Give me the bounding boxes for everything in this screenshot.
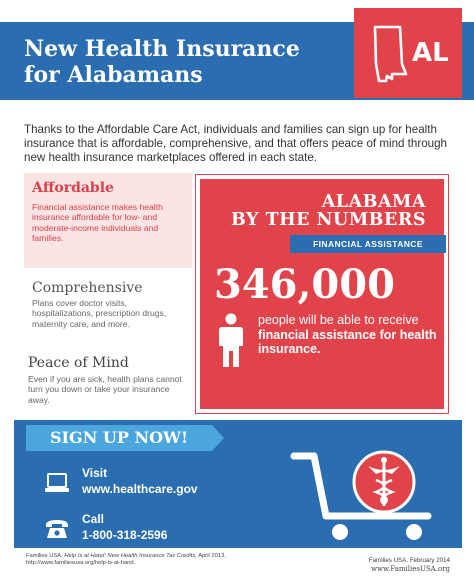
- footer-source-suffix: April 2013, http://www.familiesusa.org/help-is-at-hand.: [26, 553, 226, 567]
- phone-icon: [45, 518, 69, 540]
- numbers-title: [200, 193, 448, 229]
- phone-number-link[interactable]: 1-800-318-2596: [82, 528, 168, 542]
- financial-assistance-tag: FINANCIAL ASSISTANCE: [290, 235, 446, 253]
- numbers-description-bold: financial assistance for health insurance.: [258, 327, 437, 356]
- footer-credit-text: Families USA, February 2014: [368, 557, 450, 564]
- laptop-icon: [45, 473, 69, 493]
- numbers-title-line1: ALABAMA: [321, 192, 426, 212]
- page-title-line1: New Health Insurance: [24, 36, 300, 62]
- state-badge: [354, 8, 462, 98]
- feature-body-affordable: Financial assistance makes health insurance affordable for low- and moderate-income individuals and families.: [32, 202, 163, 244]
- signup-banner: SIGN UP NOW!: [26, 425, 212, 451]
- state-abbr: AL: [412, 38, 449, 68]
- feature-title-affordable: Affordable: [32, 180, 114, 196]
- feature-body-comprehensive: Plans cover doctor visits, hospitalizations, prescription drugs, maternity care, and more.: [32, 298, 167, 329]
- footer-source: [26, 553, 246, 568]
- feature-title-peace-of-mind: Peace of Mind: [28, 355, 129, 371]
- caduceus-icon: [354, 452, 414, 512]
- feature-body-peace-of-mind: Even if you are sick, health plans cannot turn you down or take your insurance away.: [28, 374, 182, 405]
- feature-title-comprehensive: Comprehensive: [32, 280, 143, 296]
- footer-source-prefix: Families USA,: [26, 553, 63, 559]
- alabama-state-outline-icon: [370, 24, 410, 84]
- numbers-description: [258, 313, 438, 357]
- shopping-cart-icon: [288, 434, 448, 544]
- footer-credit: [369, 556, 450, 574]
- familiesusa-link[interactable]: www.FamiliesUSA.org: [370, 565, 450, 573]
- person-icon: [218, 313, 244, 369]
- call-label: Call: [82, 512, 105, 526]
- footer-source-title: Help Is at Hand: New Health Insurance Tax Credits,: [64, 553, 197, 559]
- healthcare-gov-link[interactable]: www.healthcare.gov: [82, 482, 198, 496]
- numbers-title-line2: BY THE NUMBERS: [231, 210, 426, 230]
- numbers-description-prefix: people will be able to receive: [258, 313, 419, 327]
- intro-text: Thanks to the Affordable Care Act, individuals and families can sign up for health insurance that is affordable, comprehensive, and that offers peace of mind through new health insurance marketplaces offered in each state.: [24, 123, 448, 164]
- page-title: [24, 36, 324, 88]
- numbers-panel: [196, 175, 448, 413]
- big-number: 346,000: [214, 261, 395, 308]
- visit-label: Visit: [82, 466, 108, 480]
- page-title-line2: for Alabamans: [24, 62, 203, 88]
